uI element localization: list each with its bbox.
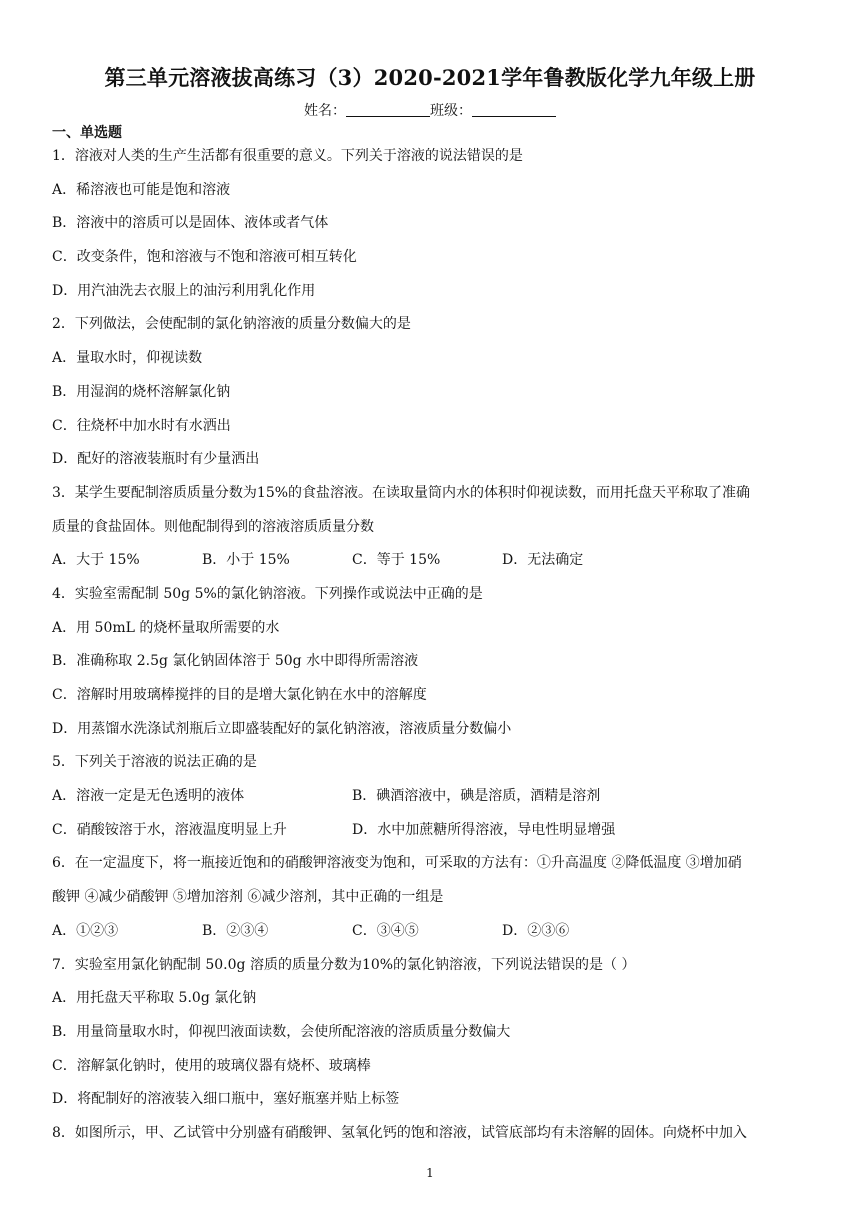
option: D．用蒸馏水洗涤试剂瓶后立即盛装配好的氯化钠溶液，溶液质量分数偏小 [52,720,512,737]
option-row [52,921,812,941]
section-title: 一、单选题 [52,125,122,141]
option: B．溶液中的溶质可以是固体、液体或者气体 [52,215,329,232]
document-title: 第三单元溶液拔高练习（3）2020-2021学年鲁教版化学九年级上册 [104,65,756,90]
question-stem: 3．某学生要配制溶质质量分数为15%的食盐溶液。在读取量筒内水的体积时仰视读数，而用托盘天平称取了准确 [52,484,751,501]
class-blank[interactable] [472,104,556,117]
option: B．用湿润的烧杯溶解氯化钠 [52,383,231,400]
option: B．碘酒溶液中，碘是溶质，酒精是溶剂 [352,788,601,805]
class-label: 班级： [430,103,472,119]
option: A．①②③ [52,922,119,939]
option: D．用汽油洗去衣服上的油污利用乳化作用 [52,282,316,299]
option: B．②③④ [202,922,269,939]
option: A．大于 15% [52,552,140,569]
question-stem: 7．实验室用氯化钠配制 50.0g 溶质的质量分数为10%的氯化钠溶液，下列说法错误的是（ ） [52,956,636,973]
option: D．无法确定 [502,552,584,569]
question-stem: 1．溶液对人类的生产生活都有很重要的意义。下列关于溶液的说法错误的是 [52,148,523,164]
option: C．③④⑤ [352,922,419,939]
option: C．溶解氯化钠时，使用的玻璃仪器有烧杯、玻璃棒 [52,1057,371,1074]
name-label: 姓名： [304,103,346,119]
option: B．小于 15% [202,552,290,569]
option: D．水中加蔗糖所得溶液，导电性明显增强 [352,821,616,838]
question-stem: 6．在一定温度下，将一瓶接近饱和的硝酸钾溶液变为饱和，可采取的方法有：①升高温度 ②降低温度 ③增加硝 [52,855,742,872]
question-stem: 5．下列关于溶液的说法正确的是 [52,754,257,771]
question-stem-continued: 酸钾 ④减少硝酸钾 ⑤增加溶剂 ⑥减少溶剂，其中正确的一组是 [52,889,444,906]
option: B．用量筒量取水时，仰视凹液面读数，会使所配溶液的溶质质量分数偏大 [52,1023,511,1040]
page-number: 1 [426,1166,434,1180]
name-blank[interactable] [346,104,430,117]
option: B．准确称取 2.5g 氯化钠固体溶于 50g 水中即得所需溶液 [52,653,419,670]
option: A．量取水时，仰视读数 [52,350,203,367]
option: C．硝酸铵溶于水，溶液温度明显上升 [52,821,287,838]
option: D．将配制好的溶液装入细口瓶中，塞好瓶塞并贴上标签 [52,1091,400,1108]
option: D．②③⑥ [502,922,570,939]
question-stem-continued: 质量的食盐固体。则他配制得到的溶液溶质质量分数 [52,518,374,535]
question-stem: 8．如图所示，甲、乙试管中分别盛有硝酸钾、氢氧化钙的饱和溶液，试管底部均有未溶解的固体。向烧杯中加入 [52,1124,747,1141]
option: A．溶液一定是无色透明的液体 [52,788,245,805]
option: A．稀溶液也可能是饱和溶液 [52,181,231,198]
student-info-line [0,100,860,120]
option-row [52,550,812,570]
option: A．用 50mL 的烧杯量取所需要的水 [52,619,280,636]
option-row [52,820,812,840]
option-row [52,786,812,806]
question-stem: 2．下列做法，会使配制的氯化钠溶液的质量分数偏大的是 [52,316,411,333]
option: D．配好的溶液装瓶时有少量洒出 [52,451,260,468]
question-list [52,146,812,1157]
question-stem: 4．实验室需配制 50g 5%的氯化钠溶液。下列操作或说法中正确的是 [52,585,483,602]
option: C．改变条件，饱和溶液与不饱和溶液可相互转化 [52,249,357,266]
option: C．等于 15% [352,552,441,569]
option: A．用托盘天平称取 5.0g 氯化钠 [52,990,257,1007]
option: C．溶解时用玻璃棒搅拌的目的是增大氯化钠在水中的溶解度 [52,687,427,703]
option: C．往烧杯中加水时有水洒出 [52,417,231,434]
